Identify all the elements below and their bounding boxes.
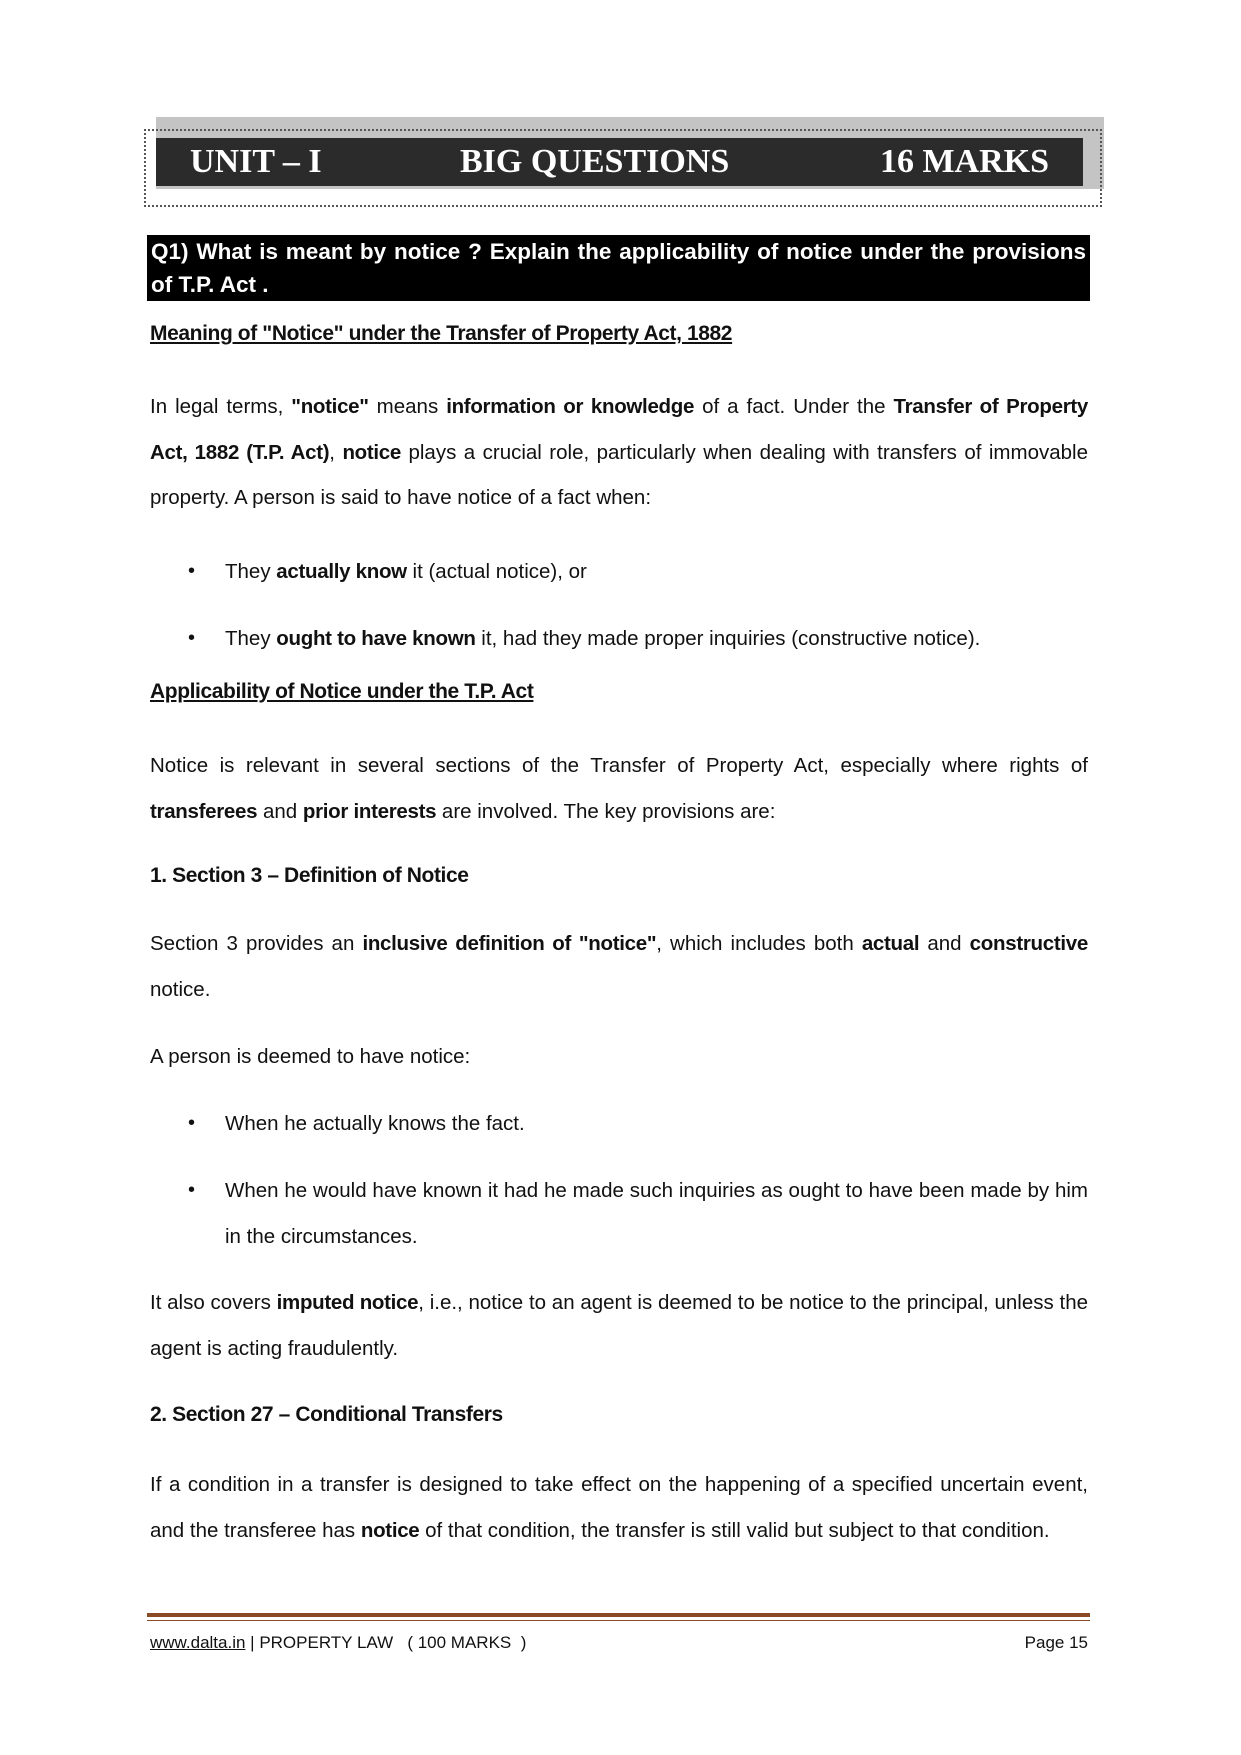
website-link[interactable]: www.dalta.in [150, 1633, 246, 1652]
marks-label: 16 MARKS [879, 143, 1049, 180]
footer-left [150, 1630, 526, 1656]
page-footer [150, 1630, 1088, 1656]
bullet-icon: • [188, 627, 196, 649]
footer-rule-thin [147, 1620, 1090, 1621]
footer-subject: PROPERTY LAW ( 100 MARKS ) [259, 1633, 527, 1652]
deemed-notice-text: A person is deemed to have notice: [150, 1045, 471, 1068]
imputed-notice-paragraph: It also covers imputed notice, i.e., notice to an agent is deemed to be notice to the principal, unless the agent is acting fraudulently. [150, 1291, 1088, 1360]
footer-rule [147, 1613, 1090, 1617]
section-27-heading: 2. Section 27 – Conditional Transfers [150, 1403, 503, 1426]
meaning-heading: Meaning of "Notice" under the Transfer of Property Act, 1882 [150, 322, 733, 345]
footer-separator: | [245, 1633, 260, 1652]
big-questions-label: BIG QUESTIONS [460, 143, 730, 180]
intro-paragraph: In legal terms, "notice" means information or knowledge of a fact. Under the Transfer of Property Act, 1882 (T.P. Act), notice plays a crucial role, particularly when dealing with transfers of immovable property. A person is said to have notice of a fact when: [150, 395, 1089, 509]
list-item-text: When he actually knows the fact. [225, 1112, 525, 1135]
question-title: Q1) What is meant by notice ? Explain the applicability of notice under the provisions of T.P. Act . [147, 235, 1090, 301]
bullet-icon: • [188, 1179, 196, 1201]
page-number: Page 15 [1024, 1633, 1088, 1652]
section-3-paragraph: Section 3 provides an inclusive definition of "notice", which includes both actual and constructive notice. [150, 932, 1088, 1001]
unit-banner [156, 138, 1083, 186]
unit-label: UNIT – I [190, 143, 322, 180]
applicability-paragraph: Notice is relevant in several sections of the Transfer of Property Act, especially where rights of transferees and prior interests are involved. The key provisions are: [150, 754, 1088, 823]
list-item-text: They actually know it (actual notice), or [225, 560, 587, 583]
section-3-heading: 1. Section 3 – Definition of Notice [150, 864, 469, 887]
bullet-icon: • [188, 1112, 196, 1134]
section-27-paragraph: If a condition in a transfer is designed to take effect on the happening of a specified uncertain event, and the transferee has notice of that condition, the transfer is still valid but subject to that condition. [150, 1473, 1088, 1542]
bullet-icon: • [188, 560, 196, 582]
applicability-heading: Applicability of Notice under the T.P. Act [150, 680, 534, 703]
list-item-text: When he would have known it had he made such inquiries as ought to have been made by him in the circumstances. [225, 1179, 1088, 1248]
list-item-text: They ought to have known it, had they made proper inquiries (constructive notice). [225, 627, 981, 650]
